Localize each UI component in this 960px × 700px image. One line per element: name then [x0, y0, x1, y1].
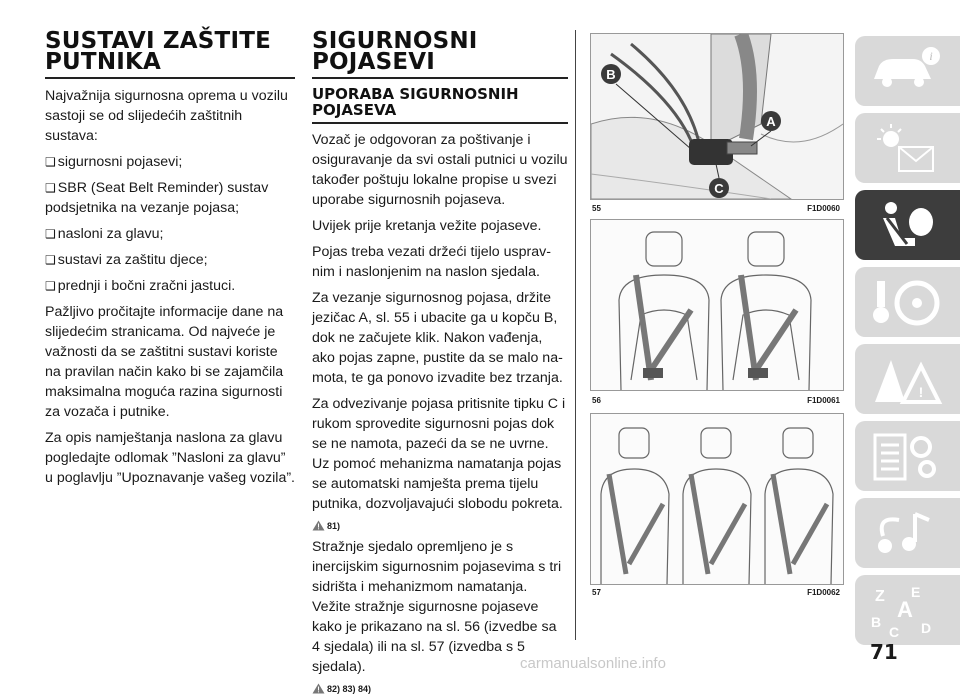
warning-reference-number: 82) 83) 84) — [327, 684, 372, 694]
warning-triangle-icon — [312, 683, 325, 694]
column-divider — [575, 30, 576, 640]
body-paragraph: Uvijek prije kretanja vežite pojaseve. — [312, 218, 542, 234]
subsection-title — [312, 86, 568, 118]
title-rule — [312, 77, 568, 79]
label-B: B — [606, 67, 616, 82]
svg-text:C: C — [889, 624, 900, 638]
label-C: C — [714, 181, 724, 196]
warning-reference — [312, 520, 568, 531]
figure-number: 55 — [592, 204, 601, 213]
figure-code: F1D0062 — [807, 588, 840, 597]
section-title-line1: SIGURNOSNI — [312, 28, 478, 54]
warning-triangle-icon — [312, 520, 325, 531]
warning-lights-icon — [869, 121, 944, 176]
svg-text:D: D — [921, 620, 932, 636]
section-title-line2: POJASEVI — [312, 49, 436, 75]
tab-index[interactable] — [855, 575, 960, 645]
key-steering-icon — [869, 275, 944, 330]
body-paragraph: Za odvezivanje pojasa pritisnite tipku C i rukom sprovedite sigurnosni pojas dok se ne namota, pazeći da se ne uvrne. Uz pomoć mehanizma namatanja pojas se automatski namješta prema tijelu putnika, dozvoljavajući slobodu pokreta. — [312, 396, 566, 512]
tab-safety[interactable] — [855, 190, 960, 260]
svg-text:A: A — [897, 597, 913, 622]
body-paragraph: Pažljivo pročitajte informacije dane na slijedećim stranicama. Od najveće je važnosti da se zaštitni sustavi koriste na pravilan način kako bi se zajamčila maksimalna moguća razina sigurnosti za vozača i putnike. — [45, 304, 284, 420]
warning-reference-number: 81) — [327, 521, 341, 531]
section-title — [45, 28, 295, 75]
bullet-item: ❑ prednji i bočni zračni jastuci. — [45, 276, 295, 296]
seat-airbag-icon — [869, 198, 944, 253]
multimedia-icon — [869, 506, 944, 561]
warning-reference — [312, 683, 568, 694]
figure-56-four-seat — [590, 219, 844, 391]
body-paragraph: Vozač je odgovoran za poštivanje i osiguravanje da svi ostali putnici u vozilu također poštuju lokalne propise u svezi uporabe sigurnosnih pojaseva. — [312, 132, 568, 208]
figure-number: 56 — [592, 396, 601, 405]
tab-multimedia[interactable] — [855, 498, 960, 568]
tab-car-info[interactable] — [855, 36, 960, 106]
road-warning-icon — [869, 352, 944, 407]
index-letters-icon — [869, 583, 944, 638]
tab-starting-driving[interactable] — [855, 267, 960, 337]
middle-column — [312, 0, 568, 700]
bullet-item: ❑ SBR (Seat Belt Reminder) sustav podsjetnika na vezanje pojasa; — [45, 178, 295, 218]
svg-text:!: ! — [918, 384, 924, 400]
subsection-title-line2: POJASEVA — [312, 101, 397, 119]
figure-57-five-seat — [590, 413, 844, 585]
body-paragraph: Za opis namještanja naslona za glavu pogledajte odlomak ”Nasloni za glavu” u poglavlju ”Upoznavanje vašeg vozila”. — [45, 430, 295, 486]
figure-code: F1D0060 — [807, 204, 840, 213]
chapter-tabs — [855, 36, 960, 652]
body-paragraph: Pojas treba vezati držeći tijelo usprav-nim i naslonjenim na naslon sjedala. — [312, 244, 551, 280]
title-rule — [45, 77, 295, 79]
tab-warning-lights[interactable] — [855, 113, 960, 183]
page-number: 71 — [870, 640, 898, 664]
body-paragraph: Stražnje sjedalo opremljeno je s inercijskim sigurnosnim pojasevima s tri sidrišta i mehanizmom namatanja. Vežite stražnje sigurnosne pojaseve kako je prikazano na sl. 56 (izvedbe sa 4 sjedala) ili na sl. 57 (izvedba s 5 sjedala). — [312, 539, 562, 675]
label-A: A — [766, 114, 776, 129]
car-info-icon — [869, 44, 944, 94]
bullet-item: ❑ sigurnosni pojasevi; — [45, 152, 295, 172]
section-title — [312, 28, 568, 75]
tab-maintenance[interactable] — [855, 421, 960, 491]
maintenance-list-icon — [869, 429, 944, 484]
five-seat-belts-illustration — [591, 414, 843, 584]
tab-emergency[interactable] — [855, 344, 960, 414]
four-seat-belts-illustration — [591, 220, 843, 390]
svg-text:E: E — [911, 584, 921, 600]
subsection-title-line1: UPORABA SIGURNOSNIH — [312, 85, 519, 103]
body-paragraph: Za vezanje sigurnosnog pojasa, držite jezičac A, sl. 55 i ubacite ga u kopču B, dok ne začujete klik. Nakon vađenja, ako pojas zapne, pustite da se malo na-mota, te ga ponovo izvadite bez trzanja. — [312, 290, 563, 386]
bullet-item: ❑ nasloni za glavu; — [45, 224, 295, 244]
svg-text:B: B — [871, 614, 882, 630]
svg-text:i: i — [929, 49, 933, 63]
svg-text:Z: Z — [875, 588, 885, 605]
subtitle-rule — [312, 122, 568, 124]
intro-paragraph: Najvažnija sigurnosna oprema u vozilu sastoji se od slijedećih zaštitnih sustava: — [45, 88, 288, 144]
figure-code: F1D0061 — [807, 396, 840, 405]
section-title-line1: SUSTAVI ZAŠTITE — [45, 28, 272, 54]
section-title-line2: PUTNIKA — [45, 49, 162, 75]
left-column — [45, 0, 295, 494]
figure-number: 57 — [592, 588, 601, 597]
figure-55-belt-buckle — [590, 33, 844, 200]
belt-buckle-illustration — [591, 34, 843, 199]
bullet-item: ❑ sustavi za zaštitu djece; — [45, 250, 295, 270]
watermark: carmanualsonline.info — [520, 655, 666, 672]
